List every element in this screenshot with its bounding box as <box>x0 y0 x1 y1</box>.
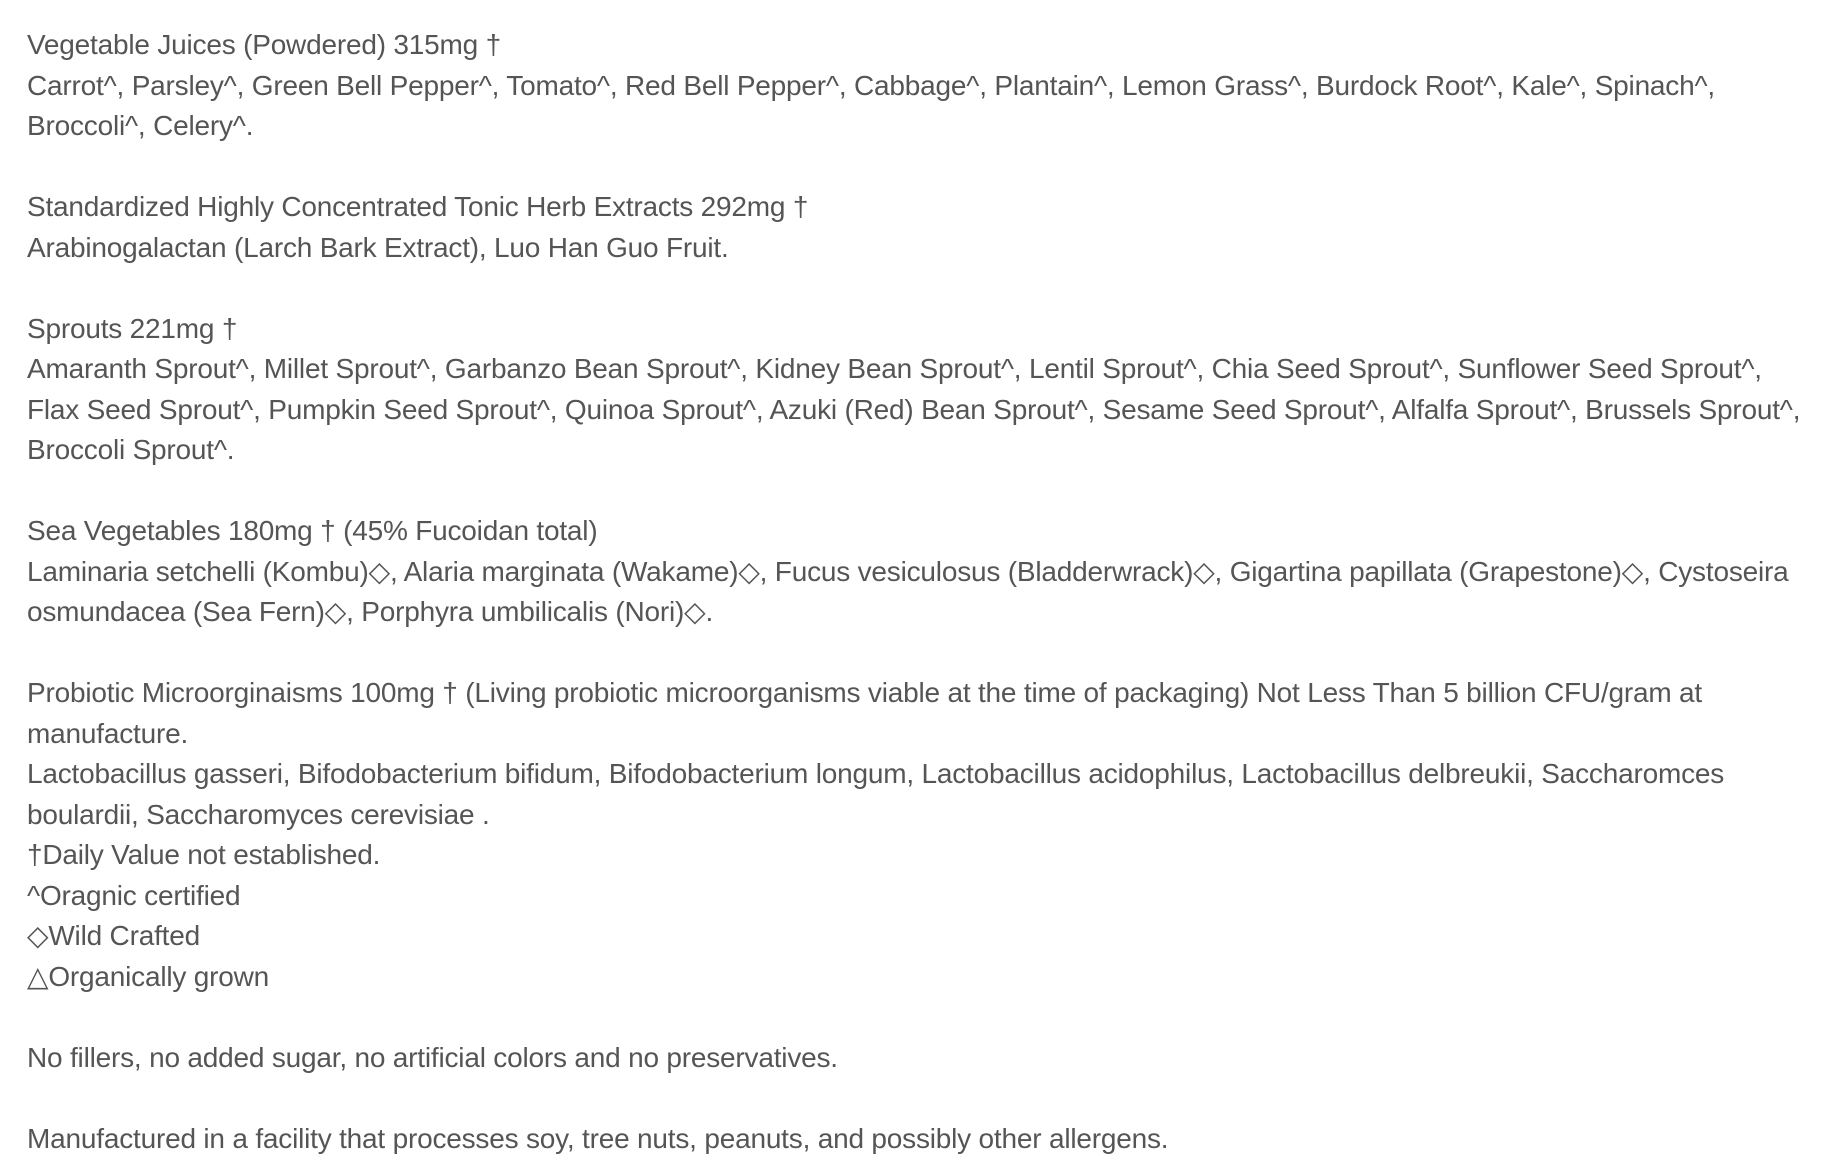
section-heading: Probiotic Microorginaisms 100mg † (Living probiotic microorganisms viable at the time of packaging) Not Less Than 5 billion CFU/gram at manufacture. <box>27 673 1802 754</box>
legend-daily-value: †Daily Value not established. <box>27 835 1802 876</box>
section-body: Carrot^, Parsley^, Green Bell Pepper^, Tomato^, Red Bell Pepper^, Cabbage^, Plantain^, Lemon Grass^, Burdock Root^, Kale^, Spinach^, Broccoli^, Celery^. <box>27 66 1802 147</box>
note-text: Manufactured in a facility that processes soy, tree nuts, peanuts, and possibly other allergens. <box>27 1119 1802 1159</box>
section-body: Laminaria setchelli (Kombu)◇, Alaria marginata (Wakame)◇, Fucus vesiculosus (Bladderwrack)◇, Gigartina papillata (Grapestone)◇, Cystoseira osmundacea (Sea Fern)◇, Porphyra umbilicalis (Nori)◇. <box>27 552 1802 633</box>
section-tonic-herb-extracts <box>27 187 1802 268</box>
note-no-fillers <box>27 1038 1802 1079</box>
section-heading: Sea Vegetables 180mg † (45% Fucoidan total) <box>27 511 1802 552</box>
note-allergens <box>27 1119 1802 1159</box>
section-body: Lactobacillus gasseri, Bifodobacterium bifidum, Bifodobacterium longum, Lactobacillus acidophilus, Lactobacillus delbreukii, Saccharomces boulardii, Saccharomyces cerevisiae . <box>27 754 1802 835</box>
legend-organically-grown: △Organically grown <box>27 957 1802 998</box>
note-text: No fillers, no added sugar, no artificial colors and no preservatives. <box>27 1038 1802 1079</box>
section-heading: Sprouts 221mg † <box>27 309 1802 350</box>
section-vegetable-juices <box>27 25 1802 147</box>
section-body: Amaranth Sprout^, Millet Sprout^, Garbanzo Bean Sprout^, Kidney Bean Sprout^, Lentil Sprout^, Chia Seed Sprout^, Sunflower Seed Sprout^, Flax Seed Sprout^, Pumpkin Seed Sprout^, Quinoa Sprout^, Azuki (Red) Bean Sprout^, Sesame Seed Sprout^, Alfalfa Sprout^, Brussels Sprout^, Broccoli Sprout^. <box>27 349 1802 471</box>
legend-organic-certified: ^Oragnic certified <box>27 876 1802 917</box>
section-sea-vegetables <box>27 511 1802 633</box>
section-sprouts <box>27 309 1802 471</box>
section-probiotics <box>27 673 1802 835</box>
section-body: Arabinogalactan (Larch Bark Extract), Luo Han Guo Fruit. <box>27 228 1802 269</box>
section-heading: Vegetable Juices (Powdered) 315mg † <box>27 25 1802 66</box>
legend <box>27 835 1802 997</box>
legend-wild-crafted: ◇Wild Crafted <box>27 916 1802 957</box>
section-heading: Standardized Highly Concentrated Tonic Herb Extracts 292mg † <box>27 187 1802 228</box>
